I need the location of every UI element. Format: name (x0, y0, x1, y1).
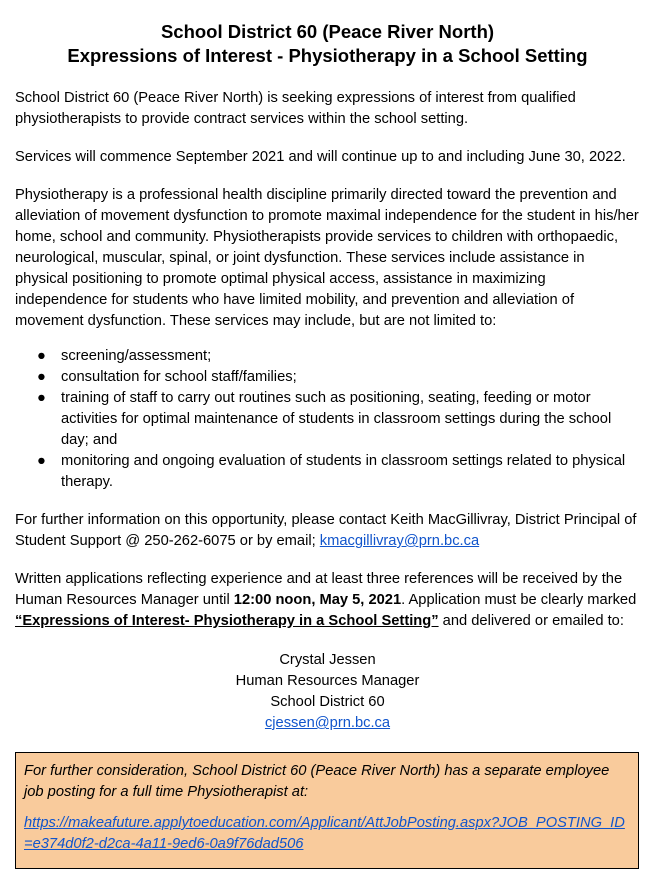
services-list (15, 346, 640, 493)
list-item (15, 367, 640, 388)
title-line-2: Expressions of Interest - Physiotherapy in a School Setting (67, 45, 588, 66)
applications-text-2: . Application must be clearly marked (401, 592, 637, 608)
marked-title-text: “Expressions of Interest- Physiotherapy in a School Setting” (15, 613, 439, 629)
contact-email-link[interactable]: kmacgillivray@prn.bc.ca (319, 533, 480, 549)
deadline-text: 12:00 noon, May 5, 2021 (233, 592, 402, 608)
job-posting-link[interactable]: https://makeafuture.applytoeducation.com/Applicant/AttJobPosting.aspx?JOB_POSTING_ID=e374d0f2-d2ca-4a11-9ed6-0a9f76dad506 (24, 815, 625, 852)
list-item (15, 388, 640, 451)
applications-text-1: Written applications reflecting experience and at least three references will be received by the Human Resources Manager until (15, 571, 623, 608)
list-item-text: training of staff to carry out routines such as positioning, seating, feeding or motor activities for optimal maintenance of students in classroom settings during the school day; and (61, 390, 612, 448)
document-page (15, 20, 640, 734)
note-text: For further consideration, School District 60 (Peace River North) has a separate employee job posting for a full time Physiotherapist at: (24, 763, 610, 800)
applications-text-3: and delivered or emailed to: (438, 613, 624, 629)
list-item-text: monitoring and ongoing evaluation of students in classroom settings related to physical therapy. (61, 453, 626, 490)
contact-name: Crystal Jessen (279, 652, 376, 668)
document-title (15, 20, 640, 68)
contact-block (15, 650, 640, 734)
contact-org: School District 60 (270, 694, 385, 710)
further-info-paragraph (15, 510, 640, 552)
list-item-text: screening/assessment; (61, 348, 212, 364)
job-posting-note (15, 752, 639, 869)
bullet-icon: ● (37, 348, 46, 364)
bullet-icon: ● (37, 453, 46, 469)
list-item (15, 451, 640, 493)
list-item (15, 346, 640, 367)
hr-email-link[interactable]: cjessen@prn.bc.ca (264, 715, 391, 731)
bullet-icon: ● (37, 390, 46, 406)
applications-paragraph (15, 569, 640, 632)
description-paragraph: Physiotherapy is a professional health discipline primarily directed toward the prevention and alleviation of movement dysfunction to promote maximal independence for the student in his/her home, school and community. Physiotherapists provide services to children with orthopaedic, neurological, muscular, spinal, or joint dysfunction. These services include assistance in physical positioning to promote optimal physical access, assistance in maximizing independence for students who have limited mobility, and prevention and alleviation of movement dysfunction. These services may include, but are not limited to: (15, 187, 639, 329)
services-dates-paragraph: Services will commence September 2021 and will continue up to and including June 30, 2022. (15, 149, 626, 165)
title-line-1: School District 60 (Peace River North) (160, 21, 495, 42)
bullet-icon: ● (37, 369, 46, 385)
intro-paragraph: School District 60 (Peace River North) is seeking expressions of interest from qualified physiotherapists to provide contract services within the school setting. (15, 90, 576, 127)
list-item-text: consultation for school staff/families; (61, 369, 297, 385)
further-info-text: For further information on this opportunity, please contact Keith MacGillivray, District Principal of Student Support @ 250-262-6075 or by email; (15, 512, 637, 549)
contact-role: Human Resources Manager (235, 673, 420, 689)
